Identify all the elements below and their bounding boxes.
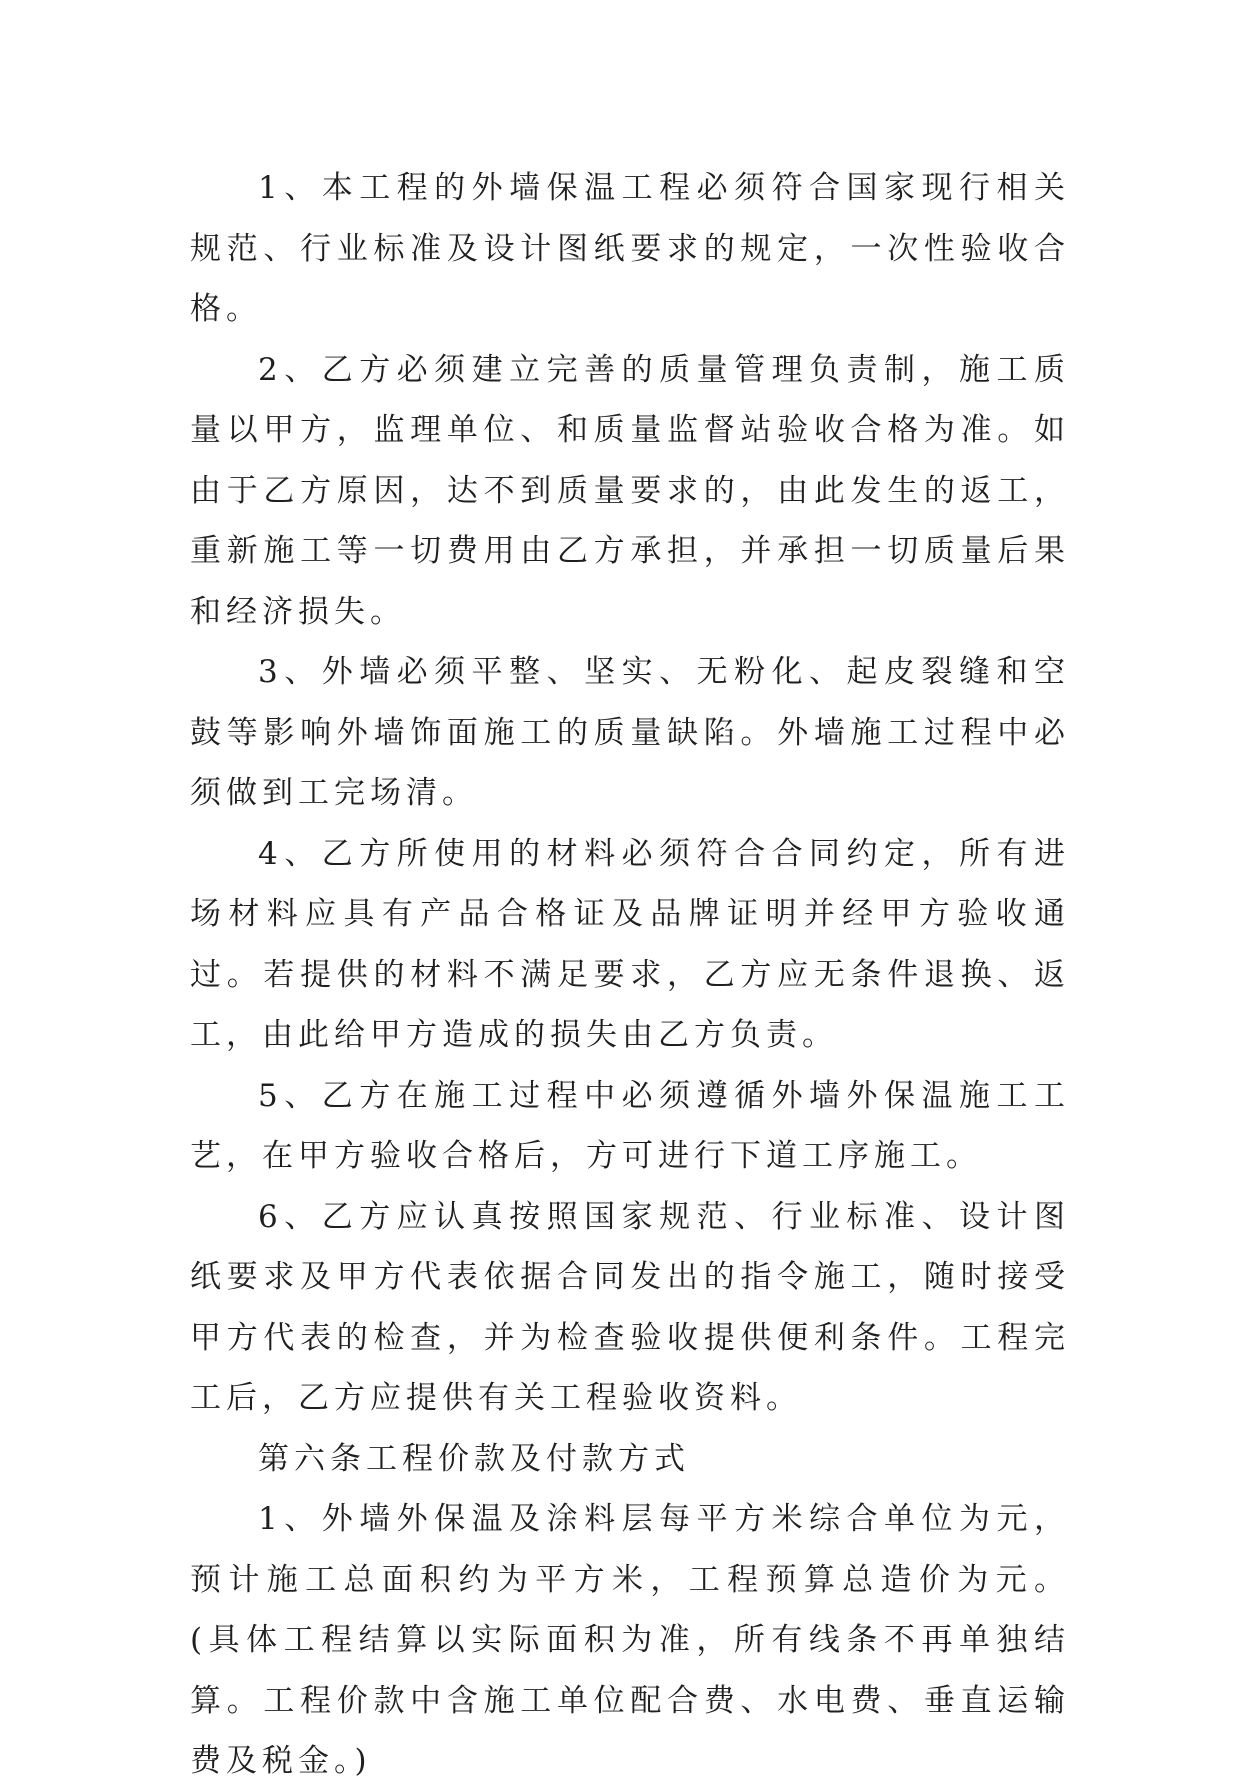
clause-5-paragraph: 5、乙方在施工过程中必须遵循外墙外保温施工工艺，在甲方验收合格后，方可进行下道工序施工。 [190,1077,1070,1174]
clause-2-paragraph: 2、乙方必须建立完善的质量管理负责制，施工质量以甲方，监理单位、和质量监督站验收合格为准。如由于乙方原因，达不到质量要求的，由此发生的返工，重新施工等一切费用由乙方承担，并承担一切质量后果和经济损失。 [190,351,1070,630]
clause-4-paragraph: 4、乙方所使用的材料必须符合合同约定，所有进场材料应具有产品合格证及品牌证明并经甲方验收通过。若提供的材料不满足要求，乙方应无条件退换、返工，由此给甲方造成的损失由乙方负责。 [190,835,1070,1053]
clause-1-paragraph: 1、本工程的外墙保温工程必须符合国家现行相关规范、行业标准及设计图纸要求的规定，一次性验收合格。 [190,170,1070,327]
clause-6-paragraph: 6、乙方应认真按照国家规范、行业标准、设计图纸要求及甲方代表依据合同发出的指令施工，随时接受甲方代表的检查，并为检查验收提供便利条件。工程完工后，乙方应提供有关工程验收资料。 [190,1198,1070,1416]
clause-3-paragraph: 3、外墙必须平整、坚实、无粉化、起皮裂缝和空鼓等影响外墙饰面施工的质量缺陷。外墙施工过程中必须做到工完场清。 [190,654,1070,811]
section-heading-article-6: 第六条工程价款及付款方式 [258,1440,690,1477]
article-6-clause-1-paragraph: 1、外墙外保温及涂料层每平方米综合单位为元，预计施工总面积约为平方米，工程预算总造价为元。(具体工程结算以实际面积为准，所有线条不再单独结算。工程价款中含施工单位配合费、水电费、垂直运输费及税金。) [190,1501,1070,1779]
document-body [190,158,1070,1792]
